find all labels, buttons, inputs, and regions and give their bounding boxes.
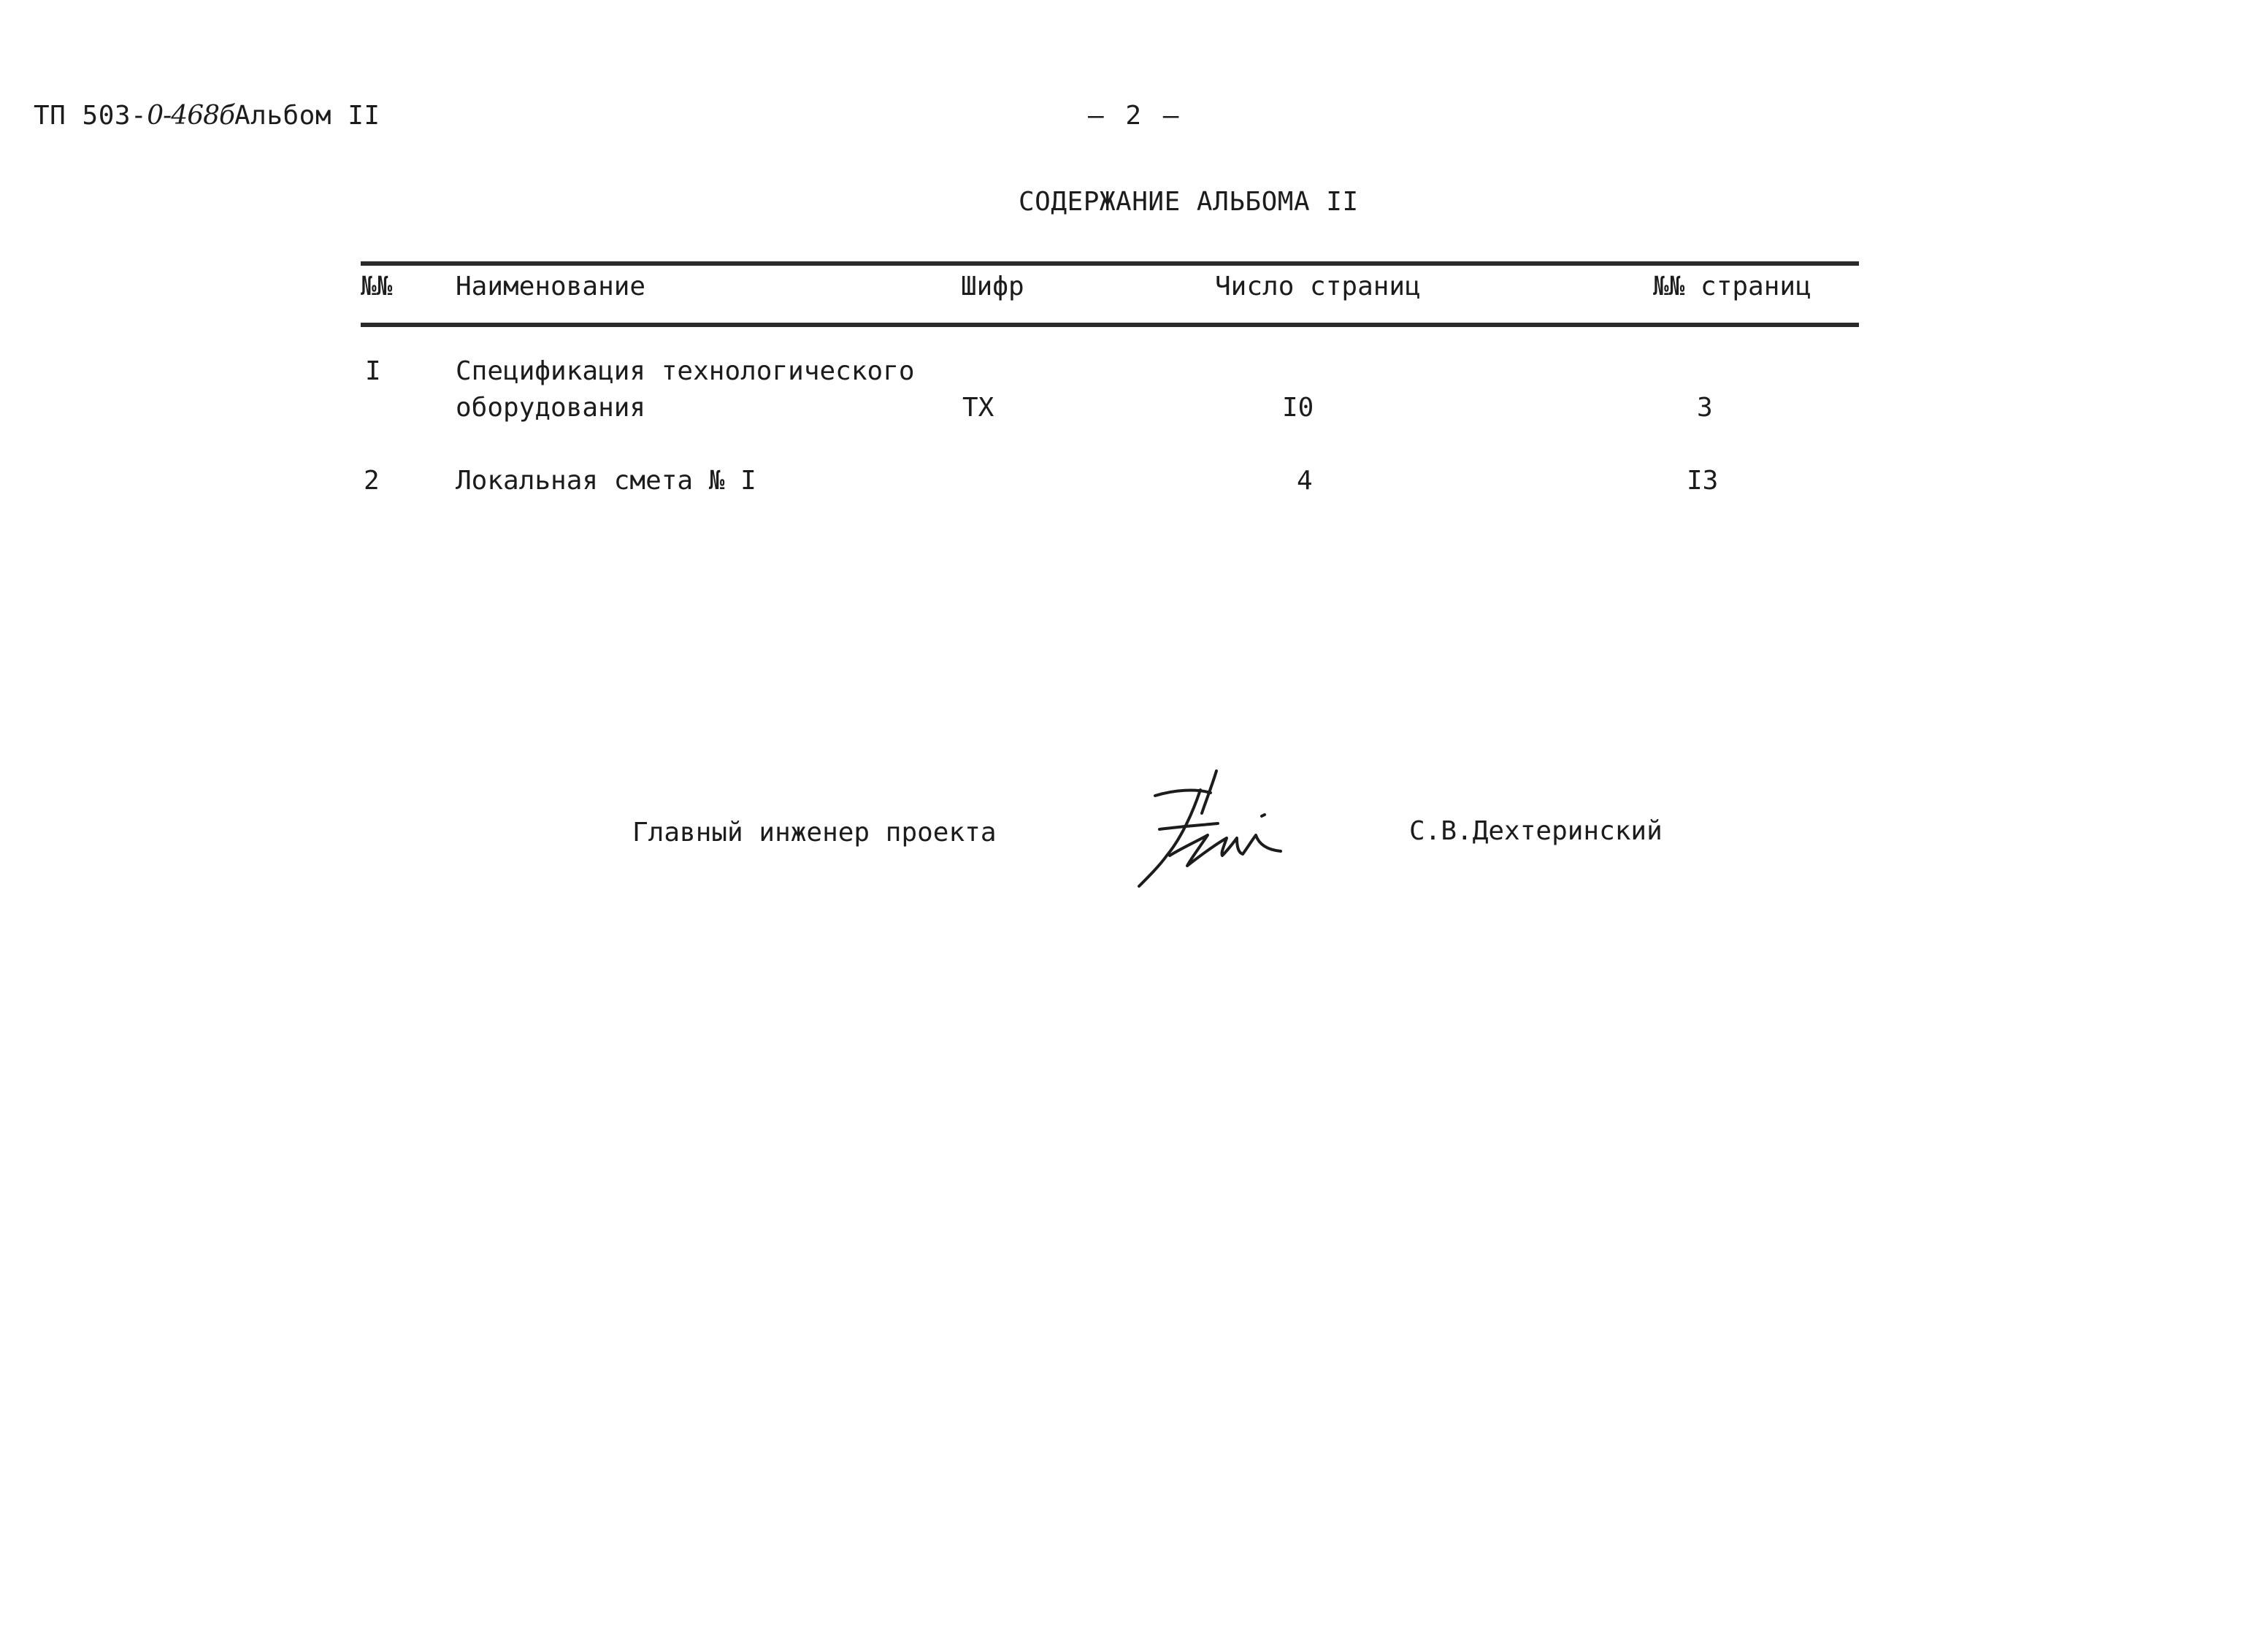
page-number: – 2 – (1088, 101, 1182, 131)
document-code (34, 101, 380, 131)
document-code-prefix: ТП 503- (34, 101, 147, 131)
column-header-number: №№ (361, 272, 393, 301)
row-number: I (365, 356, 381, 386)
row-page-number: I3 (1687, 466, 1719, 496)
row-name-line1: Спецификация технологического (456, 356, 915, 386)
column-header-name: Наименование (456, 272, 646, 301)
row-number: 2 (364, 466, 380, 496)
column-header-page-count: Число страниц (1215, 272, 1421, 301)
signatory-role: Главный инженер проекта (632, 818, 997, 848)
row-page-count: 4 (1297, 466, 1313, 496)
contents-title: СОДЕРЖАНИЕ АЛЬБОМА II (1019, 187, 1359, 217)
column-header-code: Шифр (961, 272, 1024, 301)
row-page-number: 3 (1697, 393, 1713, 423)
row-name-line1: Локальная смета № I (456, 466, 756, 496)
column-header-page-numbers: №№ страниц (1653, 272, 1811, 301)
handwritten-signature (1130, 768, 1305, 892)
row-page-count: I0 (1282, 393, 1314, 423)
row-name-line2: оборудования (456, 393, 646, 423)
contents-table (361, 261, 1859, 524)
table-header-rule (361, 323, 1859, 327)
document-code-handwritten: 0-468б (147, 101, 234, 131)
signatory-name: С.В.Дехтеринский (1409, 816, 1663, 846)
document-code-suffix: Альбом II (234, 101, 380, 131)
row-code: ТХ (962, 393, 994, 423)
table-top-rule (361, 261, 1859, 266)
